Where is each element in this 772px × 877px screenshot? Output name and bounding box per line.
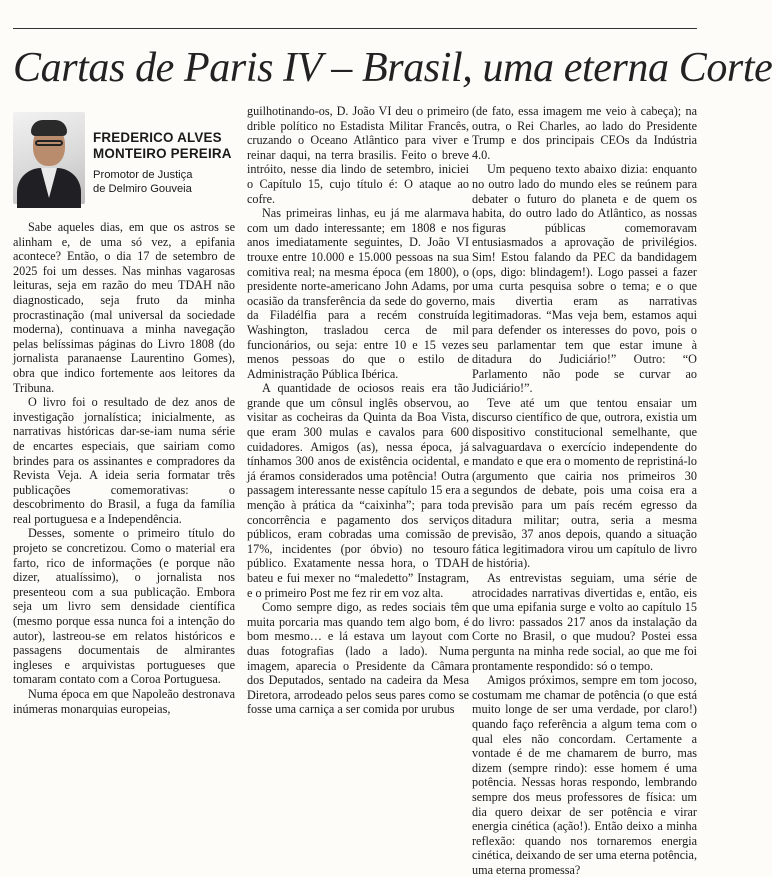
top-rule — [13, 28, 697, 29]
article-paragraph: Sabe aqueles dias, em que os astros se alinham e, de uma só vez, a epifania acontece? Então, o dia 17 de setembro de 2025 foi um desses. Nas minhas vagarosas leituras, seja em razão do meu TDAH não diagnosticado, seja fruto da minha procrastinação (mal universal da sociedade moderna), continuava a minha navegação pelas belíssimas páginas do Livro 1808 (do jornalista paranaense Laurentino Gomes), obra que indico fortemente aos leitores da Tribuna. — [13, 220, 235, 395]
text-column-1 — [13, 104, 235, 729]
article-paragraph: Numa época em que Napoleão destronava inúmeras monarquias europeias, — [13, 687, 235, 716]
article-paragraph: Nas primeiras linhas, eu já me alarmava com um dado interessante; em 1808 e nos anos imediatamente seguintes, D. João VI trouxe entre 10.000 e 15.000 pessoas na sua comitiva real; na mesma época (em 1800), o presidente norte-americano John Adams, por ocasião da transferência da sede do governo, da Filadélfia para a recém construída Washington, trasladou cerca de mil funcionários, ou seja: entre 10 e 15 vezes menos pessoas do que o estilo de Administração Pública Ibérica. — [247, 206, 469, 381]
author-name-line2: MONTEIRO PEREIRA — [93, 146, 232, 161]
author-role-line2: de Delmiro Gouveia — [93, 183, 192, 195]
article-paragraph: (de fato, essa imagem me veio à cabeça); na outra, o Rei Charles, ao lado do Presidente Trump e dos principais CEOs da Indústria 4.0. — [472, 104, 697, 162]
article-paragraph: O livro foi o resultado de dez anos de investigação jornalística; inicialmente, as narrativas históricas dar-se-iam numa série de encartes especiais, que sairiam como brindes para os assinantes e compradores da Revista Veja. A ideia seria formatar três publicações comemorativas: o descobrimento do Brasil, a fuga da família real portuguesa e a Independência. — [13, 395, 235, 526]
text-column-3 — [472, 104, 697, 877]
article-paragraph: As entrevistas seguiam, uma série de atrocidades narrativas divertidas e, então, eis que uma epifania surge e volto ao capítulo 15 do livro: passados 217 anos da instalação da Corte no Brasil, o que mudou? Postei essa pergunta na minha rede social, ao que me foi prontamente respondido: só o tempo. — [472, 571, 697, 673]
author-info — [93, 104, 232, 208]
article-paragraph: A quantidade de ociosos reais era tão grande que um cônsul inglês observou, ao visitar as cocheiras da Quinta da Boa Vista, que eram 300 mulas e cavalos para 600 cuidadores. Amigos (as), nessa época, já tínhamos 300 anos de existência ocidental, e já éramos considerados uma potência! Outra passagem interessante nesse capítulo 15 era a menção à prática da “caixinha”; para toda concorrência e pagamento dos serviços públicos, eram cobradas uma comissão de 17%, incidentes (por óbvio) no tesouro público. Exatamente nessa hora, o TDAH bateu e fui mexer no “maledetto” Instagram, e o primeiro Post me fez rir em voz alta. — [247, 381, 469, 600]
author-box — [13, 104, 235, 208]
article-paragraph: Desses, somente o primeiro título do projeto se concretizou. Como o material era farto, rico de informações (e porque não dizer, atualíssimo), o jornalista nos presenteou com a sua publicação. Embora seja um livro sem densidade científica (mesmo porque essa nunca foi a intenção do autor), lastreou-se em relatos históricos e passagens documentais de almirantes ingleses e arquivistas portugueses que tomaram contato com a Coroa Portuguesa. — [13, 526, 235, 687]
article-paragraph: Amigos próximos, sempre em tom jocoso, costumam me chamar de potência (o que está muito longe de ser uma verdade, por claro!) quando faço referência a algum tema com o qual eles não concordam. Certamente a vontade é de me chamarem de burro, mas dizem (sempre rindo): esse homem é uma potência. Nessas horas respondo, lembrando sempre dos meus professores de física: um dia quero deixar de ser potência e virar energia cinética (ação!). Então deixo a minha reflexão: quando nos tornaremos energia cinética, deixando de ser uma eterna potência, uma eterna promessa? — [472, 673, 697, 877]
author-photo — [13, 112, 85, 204]
article-paragraph: Teve até um que tentou ensaiar um discurso científico de que, outrora, existia um dispositivo constitucional semelhante, que salvaguardava o exercício independente do mandato e que era o momento de repristiná-lo (argumento que cairia nos primeiros 30 segundos de debate, pois uma coisa era a previsão para um país recém egresso da ditadura militar; outra, seria a mesma previsão, 37 anos depois, quando a situação fática legitimadora virou um capítulo de livro de história). — [472, 395, 697, 571]
headline: Cartas de Paris IV – Brasil, uma eterna Corte — [13, 45, 772, 91]
text-column-2 — [247, 104, 469, 729]
article-paragraph: Como sempre digo, as redes sociais têm muita porcaria mas quando tem algo bom, é bom mesmo… e lá estava um layout com duas fotografias (lado a lado). Numa imagem, aparecia o Presidente da Câmara dos Deputados, sentado na cadeira da Mesa Diretora, arrodeado pelos seus pares como se fosse uma carniça a ser comida por urubus — [247, 600, 469, 717]
author-name-line1: FREDERICO ALVES — [93, 130, 222, 145]
article-paragraph: guilhotinando-os, D. João VI deu o primeiro drible político no Estadista Militar Francês, cruzando o Oceano Atlântico para viver e reinar daqui, na terra brasilis. Feito o breve intróito, nesse dia lindo de setembro, iniciei o Capítulo 15, cujo título é: O ataque ao cofre. — [247, 104, 469, 206]
article-paragraph: Um pequeno texto abaixo dizia: enquanto no outro lado do mundo eles se reúnem para debater o futuro do planeta e de quem os habita, do outro lado do Atlântico, as nossas figuras públicas comemoravam entusiasmados a aprovação de privilégios. Sim! Estou falando da PEC da bandidagem (ops, digo: blindagem!). Logo passei a fazer uma curta pesquisa sobre o tema; e o que mais divertia eram as narrativas legitimadoras. “Mas veja bem, estamos aqui para defender os interesses do povo, pois o seu parlamentar tem que estar imune à ditadura do Judiciário!” Outro: “O Parlamento não pode se curvar ao Judiciário!”. — [472, 162, 697, 396]
author-role-line1: Promotor de Justiça — [93, 169, 193, 181]
